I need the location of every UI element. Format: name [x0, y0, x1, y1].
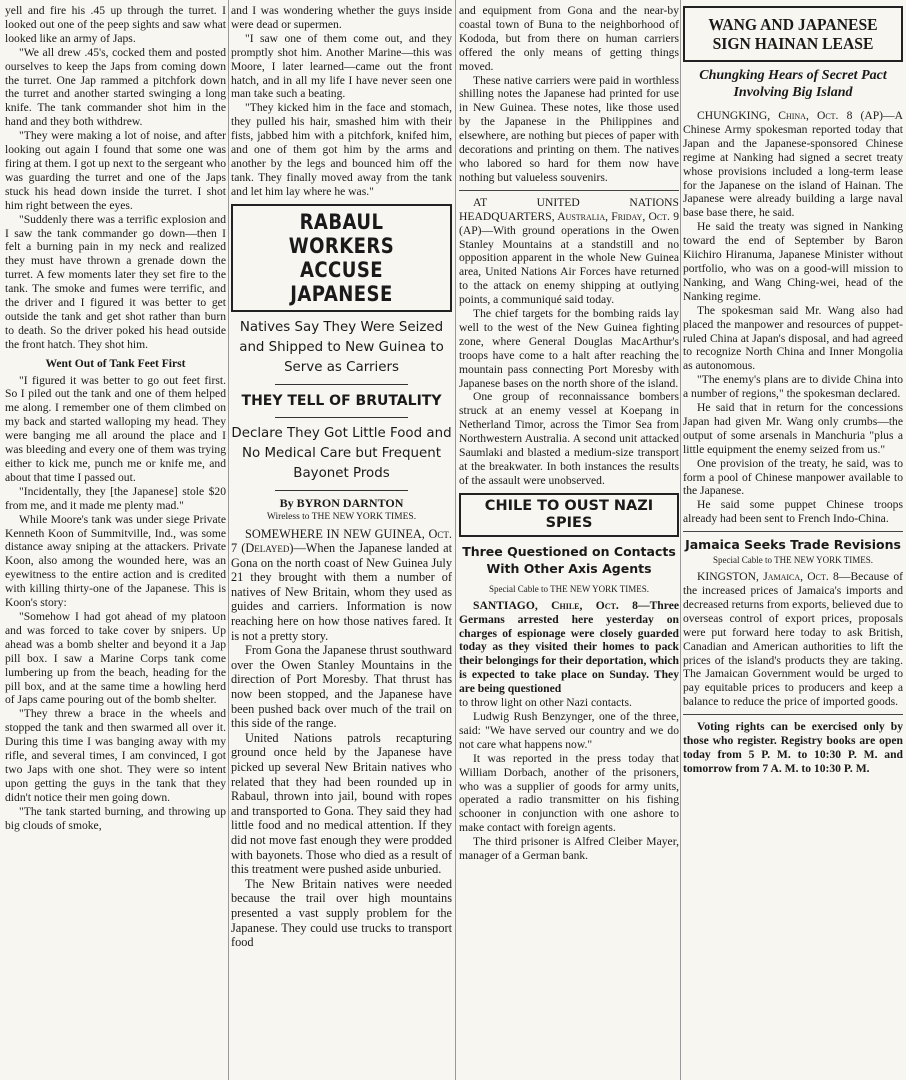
paragraph: "The enemy's plans are to divide China into a number of regions," the spokesman declared.: [683, 373, 903, 401]
paragraph: One provision of the treaty, he said, was to form a pool of Chinese manpower available to the Japanese.: [683, 456, 903, 498]
divider: [275, 384, 408, 385]
divider: [275, 490, 408, 491]
paragraph-text: —Because of the increased prices of Jamaica's imports and decreased returns from exports, believed due to overseas control of export prices, proposals were put forward here today to ask British, Canadian and American authorities to lift the prices of the island's products they are taking. The Jamaican Government would be urged to pay equitable prices to producers and keep a balance to reduce the price of imported goods.: [683, 570, 903, 709]
column-rule: [228, 0, 229, 1080]
paragraph: From Gona the Japanese thrust southward over the Owen Stanley Mountains in the direction of Port Moresby. That thrust has now been stopped, and the Japanese have been pushed back over much of the trail on this side of the range.: [231, 643, 452, 731]
paragraph: "They threw a brace in the wheels and stopped the tank and then swarmed all over it. During this time I was banging away with my rifle, and several times, I am convinced, I got two Japs with one shot. They were so intent upon getting the guys in the tank that they didn't notice their men going down.: [5, 707, 226, 804]
dateline: SOMEWHERE IN NEW GUINEA, Oct. 7 (Delayed): [231, 526, 452, 556]
paragraph: and equipment from Gona and the near-by coastal town of Buna to the neighborhood of Kododa, but from there on human carriers offered the only means of getting things moved.: [459, 4, 679, 73]
paragraph: "I saw one of them come out, and they promptly shot him. Another Marine—this was Moore, I later learned—came out the front hatch, and in all my life I have never seen one man take such a beating.: [231, 31, 452, 101]
headline-box: [231, 204, 452, 312]
paragraph: "I figured it was better to go out feet first. So I piled out the tank and one of them helped me along. I remember one of them climbed on my back and started walloping my head. They were banging me all around the place and I was bleeding and every one of them was trying either to kick me, punch me or knife me, and about that time I passed out.: [5, 373, 226, 484]
wire-credit: Wireless to THE NEW YORK TIMES.: [266, 511, 417, 522]
paragraph: It was reported in the press today that William Dorbach, another of the prisoners, who was a supplier of goods for army units, operated a radio transmitter on his fishing schooner in conjunction with one ashore to make contact with foreign agents.: [459, 751, 679, 835]
column-4: [683, 4, 903, 776]
paragraph: "Incidentally, they [the Japanese] stole $20 from me, and it made me plenty mad.": [5, 484, 226, 512]
wire-credit: Special Cable to THE NEW YORK TIMES.: [713, 555, 873, 566]
paragraph: [231, 527, 452, 644]
column-rule: [680, 0, 681, 1080]
paragraph: These native carriers were paid in worthless shilling notes the Japanese had printed for use in New Guinea. These notes, like those used by the Japanese in the Philippines and elsewhere, are nothing but pieces of paper with decorations and printing on them. The natives who labored so hard for them now have nothing but valueless souvenirs.: [459, 73, 679, 184]
paragraph: "They were making a lot of noise, and after looking out again I found that some one was firing at them. I got up next to the sergeant who was guarding the turret and one of the Japs stuck his head down inside the turret. I shot him right between the eyes.: [5, 129, 226, 212]
divider: [683, 531, 903, 532]
paragraph: [683, 570, 903, 709]
column-3: [459, 4, 679, 863]
paragraph: The chief targets for the bombing raids lay well to the west of the New Guinea fighting zone, where General Douglas MacArthur's troops have come to a halt after reaching the mountain pass connecting Port Moresby with Japanese bases on the north shore of the island.: [459, 307, 679, 390]
deck: Chungking Hears of Secret Pact Involving Big Island: [699, 68, 887, 100]
dateline: SANTIAGO, Chile, Oct. 8: [473, 598, 638, 612]
divider: [275, 417, 408, 418]
paragraph: One group of reconnaissance bombers struck at an enemy vessel at Koepang in Netherland Timor, across the Timor Sea from Northwestern Australia. A second unit attacked Saumlaki and blasted a medium-size transport at the breakwater. In both instances the results of the assault were unobserved.: [459, 390, 679, 487]
paragraph: While Moore's tank was under siege Private Kenneth Koon of Summitville, Ind., was some distance away sniping at the attackers. Private Koon, also among the wounded here, was an eyewitness to the entire action and is credited with killing thirty-one of the Japanese. This is Koon's story:: [5, 512, 226, 610]
paragraph: "The tank started burning, and throwing up big clouds of smoke,: [5, 804, 226, 832]
paragraph: "We all drew .45's, cocked them and posted ourselves to keep the Japs from coming down the turret. One Jap rammed a pitchfork down the turret and another started swinging a long knife. The tank commander shot him in the hand and they both withdrew.: [5, 45, 226, 129]
paragraph: The third prisoner is Alfred Cleiber Mayer, manager of a German bank.: [459, 835, 679, 863]
paragraph: The New Britain natives were needed because the trail over high mountains presented a vast supply problem for the Japanese. They could use trucks to transport food: [231, 876, 452, 950]
paragraph-text: —A Chinese Army spokesman reported today that Japan and the Japanese-sponsored Chinese regime at Nanking had signed a secret treaty whose provisions included a long-term lease for the Japanese on the island of Hainan. The Japanese were already building a large naval base base there, he said.: [683, 109, 903, 220]
paragraph: United Nations patrols recapturing ground once held by the Japanese have picked up several New Britain natives who related that they had been rounded up in Rabaul, thrown into jail, bound with ropes and transported to Gona. They said they had little food and no medical attention. If they did not move fast enough they were prodded with bayonets. Those who died as a result of this treatment were pushed aside unburied.: [231, 730, 452, 877]
headline: RABAUL WORKERS ACCUSE JAPANESE: [288, 209, 395, 306]
paragraph: yell and fire his .45 up through the turret. I looked out one of the peep sights and saw what looked like an army of Japs.: [5, 4, 226, 45]
column-2: [231, 4, 452, 950]
paragraph-text: —When the Japanese landed at Gona on the north coast of New Guinea July 21 they brought with them a number of natives of New Britain, whom they used as guides and carriers. Information is now reaching here on how those natives fared. It is not a pretty story.: [231, 541, 452, 643]
paragraph: [683, 109, 903, 220]
dateline: AT UNITED NATIONS HEADQUARTERS, Australia, Friday, Oct. 9 (AP): [459, 195, 679, 237]
paragraph: [459, 599, 679, 696]
subheading: Went Out of Tank Feet First: [45, 356, 186, 370]
paragraph: to throw light on other Nazi contacts.: [459, 696, 632, 710]
paragraph-text: —With ground operations in the Owen Stanley Mountains at a standstill and no opposition apparent in the whole New Guinea area, United Nations Air Forces have returned to the attack on enemy shipping at outlying points, a communiqué said today.: [459, 223, 679, 307]
deck: Declare They Got Little Food and No Medical Care but Frequent Bayonet Prods: [231, 425, 452, 481]
headline: CHILE TO OUST NAZI SPIES: [484, 497, 654, 531]
headline-box: [683, 6, 903, 62]
paragraph: Ludwig Rush Benzynger, one of the three, said: "We have served our country and we do not care what happens now.": [459, 709, 679, 751]
column-rule: [455, 0, 456, 1080]
divider: [459, 190, 679, 191]
headline-box: [459, 493, 679, 537]
paragraph: He said the treaty was signed in Nanking toward the end of September by Baron Kiichiro Hiranuma, Japanese Minister without portfolio, who was on a good-will mission to Nanking, and Wang Ching-wei, head of the Nanking regime.: [683, 220, 903, 303]
paragraph: "Somehow I had got ahead of my platoon and was forced to take cover by snipers. Up ahead was a bomb shelter and beyond it a Jap pill box. I saw a Marine Corps tank come lumbering up from the beach, heading for the pill box, and at the same time a howling herd of Japs came pouring out of the bomb shelter.: [5, 609, 226, 707]
divider: [683, 714, 903, 715]
byline: By BYRON DARNTON: [279, 495, 404, 510]
paragraph: "They kicked him in the face and stomach, they pulled his hair, smashed him with their fists, jabbed him with a pitchfork, knifed him, and one of them got him by the arms and another by the legs and bounced him off the tank. They finally moved away from the tank and let him lay where he was.": [231, 101, 452, 198]
column-1: [5, 4, 226, 832]
paragraph: and I was wondering whether the guys inside were dead or supermen.: [231, 4, 452, 31]
paragraph: [459, 196, 679, 307]
deck: Natives Say They Were Seized and Shipped to New Guinea to Serve as Carriers: [239, 319, 444, 375]
dateline: CHUNGKING, China, Oct. 8 (AP): [697, 109, 884, 122]
deck: THEY TELL OF BRUTALITY: [241, 392, 442, 409]
paragraph: "Suddenly there was a terrific explosion and I saw the tank commander go down—then I felt a burning pain in my neck and realized they must have thrown a grenade down the turret. A few moments later they set fire to the tank. The smoke and fumes were terrific, and the driver and I figured it was better to get outside the tank and get shot rather than burn to death. So the driver poked his head outside the front hatch. They shot him.: [5, 212, 226, 351]
headline: Jamaica Seeks Trade Revisions: [685, 537, 901, 553]
notice: Voting rights can be exercised only by those who register. Registry books are open today from 5 P. M. to 10:30 P. M. and tomorrow from 7 A. M. to 10:30 P. M.: [683, 720, 903, 775]
headline: WANG AND JAPANESE SIGN HAINAN LEASE: [708, 15, 878, 53]
paragraph: He said that in return for the concessions Japan had given Mr. Wang only crumbs—the output of some arsenals in Manchuria "plus a little equipment the enemy seized from us.": [683, 401, 903, 456]
paragraph-text: —Three Germans arrested here yesterday on charges of espionage were closely guarded today as they visited their homes to pack their belongings for their deportation, which is expected to take place on Sunday. They are being questioned: [459, 598, 679, 696]
deck: Three Questioned on Contacts With Other Axis Agents: [462, 543, 676, 576]
paragraph: The spokesman said Mr. Wang also had placed the manpower and resources of puppet-ruled China at Japan's disposal, and had agreed to recognize North China and Inner Mongolia as autonomous.: [683, 303, 903, 373]
wire-credit: Special Cable to THE NEW YORK TIMES.: [489, 583, 649, 594]
paragraph: He said some puppet Chinese troops already had been sent to French Indo-China.: [683, 498, 903, 526]
dateline: KINGSTON, Jamaica, Oct. 8: [697, 570, 839, 584]
